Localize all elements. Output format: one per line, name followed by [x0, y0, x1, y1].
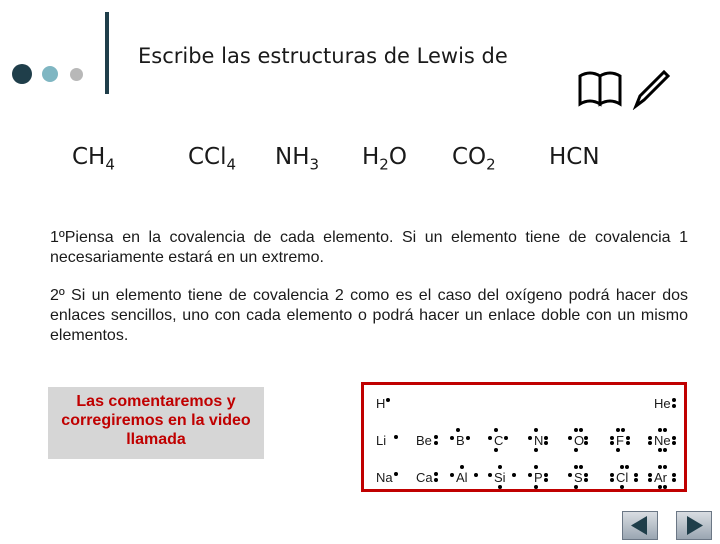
valence-electron-dot: [528, 436, 532, 440]
valence-electron-dot: [658, 465, 662, 469]
element-symbol: S: [574, 470, 583, 485]
valence-electron-dot: [534, 465, 538, 469]
valence-electron-dot: [579, 428, 583, 432]
valence-electron-dot: [434, 472, 438, 476]
valence-electron-dot: [672, 404, 676, 408]
valence-electron-dot: [544, 441, 548, 445]
valence-electron-dot: [584, 441, 588, 445]
element-symbol: O: [574, 433, 585, 448]
element-symbol: C: [494, 433, 504, 448]
note-box: Las comentaremos y corregiremos en la video llamada: [48, 387, 264, 459]
previous-slide-icon: [623, 512, 657, 539]
element-symbol: Na: [376, 470, 393, 485]
valence-electron-dot: [663, 465, 667, 469]
valence-electron-dot: [574, 465, 578, 469]
valence-electron-dot: [621, 428, 625, 432]
valence-electron-dot: [620, 485, 624, 489]
element-symbol: Ca: [416, 470, 433, 485]
valence-electron-dot: [625, 465, 629, 469]
valence-electron-dot: [534, 485, 538, 489]
decor-dot-gray: [70, 68, 83, 81]
book-pencil-icon: [578, 66, 670, 110]
valence-electron-dot: [474, 473, 478, 477]
valence-electron-dot: [450, 436, 454, 440]
valence-electron-dot: [574, 448, 578, 452]
valence-electron-dot: [610, 441, 614, 445]
valence-electron-dot: [534, 428, 538, 432]
valence-electron-dot: [544, 436, 548, 440]
valence-electron-dot: [584, 473, 588, 477]
valence-electron-dot: [672, 441, 676, 445]
element-symbol: Ar: [654, 470, 667, 485]
element-symbol: Li: [376, 433, 387, 448]
valence-electron-dot: [460, 465, 464, 469]
valence-electron-dot: [488, 436, 492, 440]
valence-electron-dot: [512, 473, 516, 477]
valence-electron-dot: [568, 473, 572, 477]
valence-electron-dot: [450, 473, 454, 477]
valence-electron-dot: [488, 473, 492, 477]
valence-electron-dot: [672, 398, 676, 402]
valence-electron-dot: [616, 448, 620, 452]
valence-electron-dot: [434, 478, 438, 482]
element-symbol: He: [654, 396, 671, 411]
header-divider: [105, 12, 109, 94]
formula-ch4: $CH_4$: [72, 144, 115, 174]
element-symbol: Cl: [616, 470, 629, 485]
next-slide-button[interactable]: [676, 511, 712, 540]
formula-ccl4: CCl$_4$: [188, 144, 237, 174]
valence-electron-dot: [498, 485, 502, 489]
valence-electron-dot: [574, 485, 578, 489]
lewis-diagram: [364, 385, 684, 489]
valence-electron-dot: [386, 398, 390, 402]
valence-electron-dot: [658, 428, 662, 432]
valence-electron-dot: [466, 436, 470, 440]
valence-electron-dot: [434, 435, 438, 439]
valence-electron-dot: [634, 473, 638, 477]
valence-electron-dot: [568, 436, 572, 440]
valence-electron-dot: [494, 448, 498, 452]
element-symbol: H: [376, 396, 386, 411]
valence-electron-dot: [648, 436, 652, 440]
element-symbol: Be: [416, 433, 432, 448]
valence-electron-dot: [626, 441, 630, 445]
valence-electron-dot: [610, 436, 614, 440]
decor-dot-dark: [12, 64, 32, 84]
element-symbol: Al: [456, 470, 468, 485]
instruction-1: 1ºPiensa en la covalencia de cada elemento. Si un elemento tiene de covalencia 1 necesariamente estará en un extremo.: [50, 229, 688, 266]
element-symbol: Ne: [654, 433, 671, 448]
valence-electron-dot: [658, 448, 662, 452]
valence-electron-dot: [648, 478, 652, 482]
valence-electron-dot: [544, 473, 548, 477]
formula-co2: $CO_2$: [452, 144, 496, 174]
valence-electron-dot: [620, 465, 624, 469]
valence-electron-dot: [672, 478, 676, 482]
valence-electron-dot: [658, 485, 662, 489]
formula-h2o: $H_2O$: [362, 144, 407, 174]
valence-electron-dot: [584, 436, 588, 440]
valence-electron-dot: [648, 473, 652, 477]
next-slide-icon: [677, 512, 711, 539]
element-symbol: B: [456, 433, 465, 448]
decor-dot-light: [42, 66, 58, 82]
valence-electron-dot: [610, 473, 614, 477]
instruction-2: 2º Si un elemento tiene de covalencia 2 como es el caso del oxígeno podrá hacer dos enlaces sencillos, uno con cada elemento o podrá hacer un enlace doble con un mismo elementos.: [50, 287, 688, 344]
valence-electron-dot: [434, 441, 438, 445]
valence-electron-dot: [648, 441, 652, 445]
previous-slide-button[interactable]: [622, 511, 658, 540]
valence-electron-dot: [672, 473, 676, 477]
valence-electron-dot: [616, 428, 620, 432]
valence-electron-dot: [672, 436, 676, 440]
valence-electron-dot: [498, 465, 502, 469]
valence-electron-dot: [528, 473, 532, 477]
element-symbol: F: [616, 433, 624, 448]
valence-electron-dot: [494, 428, 498, 432]
slide-title: Escribe las estructuras de Lewis de: [138, 44, 508, 68]
element-symbol: Si: [494, 470, 506, 485]
valence-electron-dot: [544, 478, 548, 482]
valence-electron-dot: [394, 472, 398, 476]
valence-electron-dot: [663, 428, 667, 432]
lewis-table: [361, 382, 687, 492]
valence-electron-dot: [610, 478, 614, 482]
element-symbol: P: [534, 470, 543, 485]
valence-electron-dot: [579, 465, 583, 469]
valence-electron-dot: [574, 428, 578, 432]
valence-electron-dot: [626, 436, 630, 440]
valence-electron-dot: [663, 448, 667, 452]
valence-electron-dot: [534, 448, 538, 452]
formula-nh3: $NH_3$: [275, 144, 320, 174]
valence-electron-dot: [584, 478, 588, 482]
valence-electron-dot: [634, 478, 638, 482]
valence-electron-dot: [394, 435, 398, 439]
valence-electron-dot: [456, 428, 460, 432]
valence-electron-dot: [504, 436, 508, 440]
valence-electron-dot: [663, 485, 667, 489]
element-symbol: N: [534, 433, 544, 448]
formula-hcn: HCN: [549, 144, 600, 170]
